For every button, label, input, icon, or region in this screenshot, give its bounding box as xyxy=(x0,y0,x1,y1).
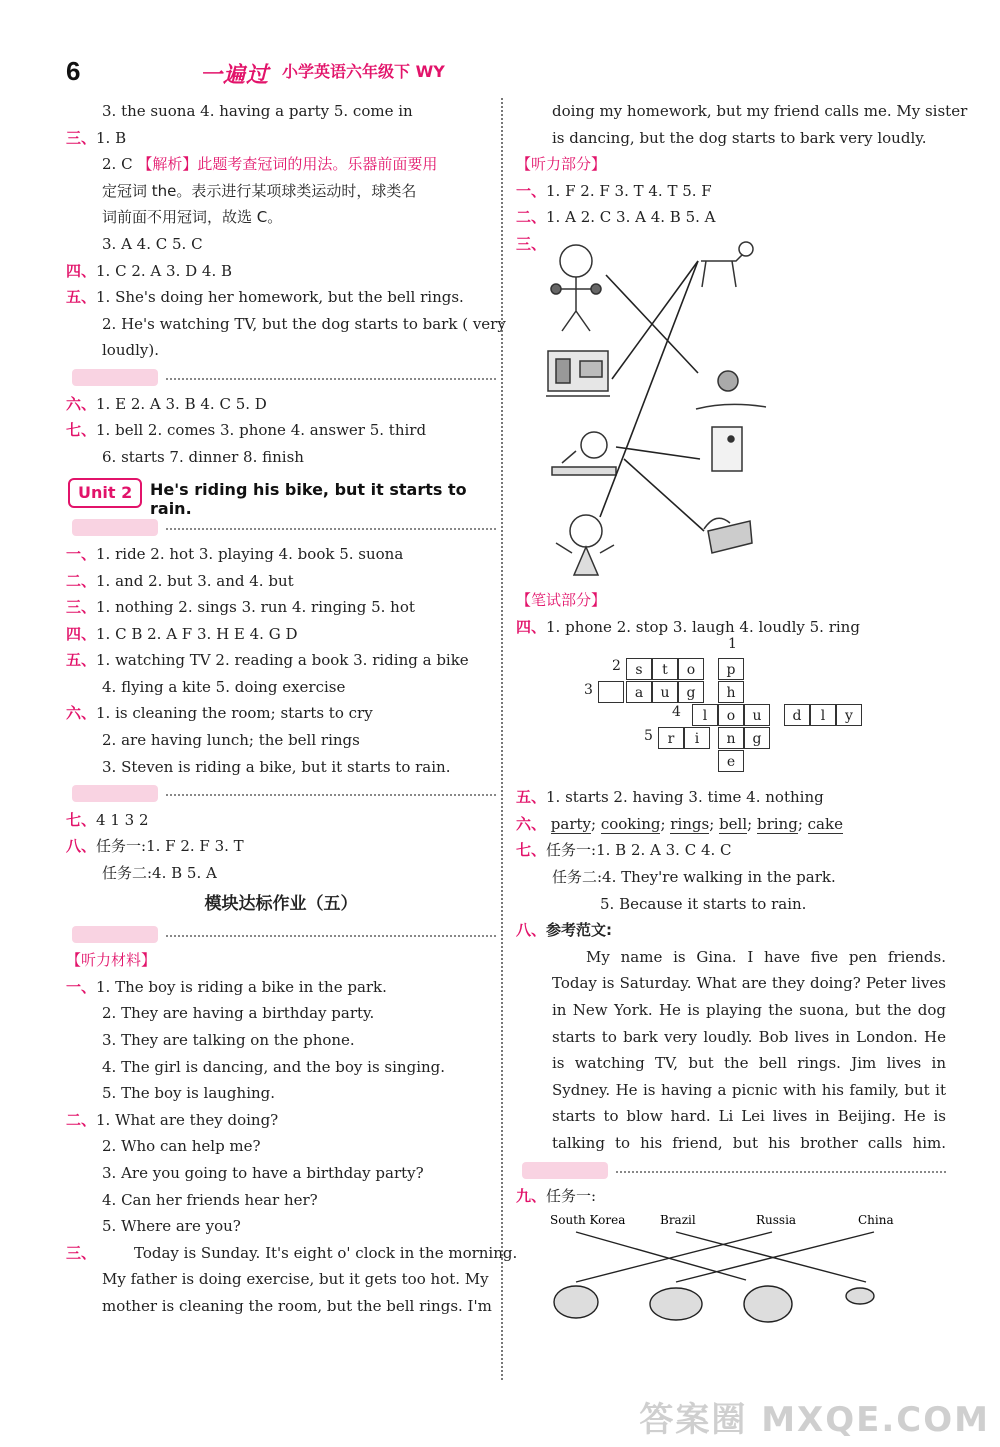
section-marker: 三、 xyxy=(66,128,97,147)
answer-text: 1. is cleaning the room; starts to cry xyxy=(96,704,373,723)
section-marker: 二、 xyxy=(516,208,547,227)
section-marker: 二、 xyxy=(66,571,97,590)
crossword-number: 5 xyxy=(644,728,653,745)
answer-text: 1. E 2. A 3. B 4. C 5. D xyxy=(96,394,267,413)
answer-line: doing my homework, but my friend calls me. My sister xyxy=(552,102,968,120)
answer-line xyxy=(516,204,946,231)
answer-text: 4 1 3 2 xyxy=(96,810,149,829)
analysis-line: 定冠词 the。表示进行某项球类运动时，球类名 xyxy=(102,181,417,200)
section-separator xyxy=(66,921,496,948)
right-column xyxy=(516,98,968,1330)
girl-homework-picture xyxy=(552,432,616,475)
crossword-cell: p xyxy=(718,658,744,680)
crossword-number: 4 xyxy=(672,704,681,721)
answer-line: 5. The boy is laughing. xyxy=(102,1084,276,1103)
answer-line: 3. They are talking on the phone. xyxy=(102,1031,355,1049)
answer-line xyxy=(66,284,496,311)
crossword-cell: r xyxy=(658,727,684,749)
answer-line xyxy=(66,568,496,595)
section-separator xyxy=(66,514,496,541)
answer-line xyxy=(66,151,496,178)
section-marker: 四、 xyxy=(516,617,547,636)
section-marker: 三、 xyxy=(66,598,97,617)
food-picture xyxy=(650,1288,702,1320)
answer-line xyxy=(66,417,496,444)
answer-line: 4. The girl is dancing, and the boy is singing. xyxy=(102,1057,446,1076)
match-line xyxy=(612,261,698,379)
answer-text: 1. watching TV 2. reading a book 3. riding a bike xyxy=(96,651,469,670)
section-tag: 【笔试部分】 xyxy=(516,590,607,609)
answer-line xyxy=(66,700,496,727)
answer-line xyxy=(66,974,496,1001)
crossword-cell: o xyxy=(718,704,744,726)
crossword-cell: s xyxy=(626,658,652,680)
answer-text: 1. She's doing her homework, but the bell rings. xyxy=(96,288,464,307)
section-marker: 七、 xyxy=(516,841,547,860)
answer-text: 1. C 2. A 3. D 4. B xyxy=(96,261,232,280)
boy-exercising-picture xyxy=(551,245,601,331)
answer-line xyxy=(66,594,496,621)
answer-text: 1. starts 2. having 3. time 4. nothing xyxy=(546,788,824,807)
unit-badge: Unit 2 xyxy=(68,478,142,508)
country-label: Russia xyxy=(756,1212,797,1227)
answer-line xyxy=(66,1240,518,1267)
section-separator xyxy=(66,364,496,391)
section-tag: 【听力材料】 xyxy=(66,951,157,970)
section-marker: 五、 xyxy=(66,288,97,307)
answer-text: 1. F 2. F 3. T 4. T 5. F xyxy=(546,181,712,200)
section-marker: 五、 xyxy=(516,788,547,807)
answer-text: Today is Sunday. It's eight o' clock in the morning. xyxy=(134,1243,518,1262)
page-number: 6 xyxy=(66,56,81,86)
food-picture xyxy=(744,1286,792,1322)
column-divider xyxy=(501,98,503,1380)
food-picture xyxy=(554,1286,598,1318)
answer-line: is dancing, but the dog starts to bark very loudly. xyxy=(552,128,927,147)
answer-text: 1. nothing 2. sings 3. run 4. ringing 5. hot xyxy=(96,598,415,617)
analysis-line: 词前面不用冠词，故选 C。 xyxy=(102,208,283,227)
underlined-word: cake xyxy=(807,814,843,833)
analysis-text: 【解析】此题考查冠词的用法。乐器前面要用 xyxy=(137,155,438,174)
answer-line xyxy=(516,837,946,864)
crossword-number: 2 xyxy=(612,658,621,675)
crossword-cell: l xyxy=(692,704,718,726)
section-marker: 八、 xyxy=(66,837,97,856)
section-marker: 一、 xyxy=(66,977,97,996)
telephone-picture xyxy=(704,518,752,553)
underlined-word: bring xyxy=(756,814,798,833)
answer-text: 1. A 2. C 3. A 4. B 5. A xyxy=(546,208,716,227)
crossword-cell: t xyxy=(652,658,678,680)
answer-line: 5. Where are you? xyxy=(102,1217,241,1236)
section-separator xyxy=(66,780,496,807)
left-column xyxy=(66,98,518,1320)
answer-line: loudly). xyxy=(102,341,159,360)
answer-text: 2. C xyxy=(102,155,138,174)
classroom-picture xyxy=(546,351,610,396)
section-marker: 七、 xyxy=(66,421,97,440)
match-line xyxy=(600,261,698,517)
crossword-cell: g xyxy=(744,727,770,749)
section-marker: 四、 xyxy=(66,261,97,280)
answer-line: 3. Are you going to have a birthday party? xyxy=(102,1163,424,1182)
answer-line xyxy=(66,807,496,834)
underlined-word: cooking xyxy=(600,814,661,833)
crossword-cell: u xyxy=(744,704,770,726)
country-label: South Korea xyxy=(550,1212,626,1227)
answer-line xyxy=(66,125,496,152)
answer-text: 1. C B 2. A F 3. H E 4. G D xyxy=(96,624,298,643)
section-marker: 六、 xyxy=(66,704,97,723)
section-marker: 一、 xyxy=(516,181,547,200)
answer-text: 参考范文: xyxy=(546,921,613,940)
answer-line xyxy=(66,621,496,648)
crossword-cell: l xyxy=(810,704,836,726)
sun-picture xyxy=(696,371,766,409)
section-marker: 二、 xyxy=(66,1110,97,1129)
answer-line xyxy=(66,833,496,860)
answer-line xyxy=(516,784,946,811)
watermark: 答案圈 MXQE.COM xyxy=(639,1400,990,1440)
answer-text: 任务一:1. F 2. F 3. T xyxy=(96,837,244,856)
doorbell-picture xyxy=(712,427,742,471)
country-food-figure xyxy=(516,1210,946,1330)
answer-line: 2. are having lunch; the bell rings xyxy=(102,731,360,750)
underlined-word: rings xyxy=(670,814,710,833)
answer-line: 4. Can her friends hear her? xyxy=(102,1190,318,1209)
crossword-cell: n xyxy=(718,727,744,749)
answer-line: 3. the suona 4. having a party 5. come in xyxy=(102,102,413,120)
section-marker: 八、 xyxy=(516,921,547,940)
match-lines xyxy=(600,261,704,531)
section-tag: 【听力部分】 xyxy=(516,155,607,174)
page-header xyxy=(0,0,1000,90)
section-marker: 三、 xyxy=(516,234,547,253)
crossword-cell: g xyxy=(678,681,704,703)
crossword-cell: i xyxy=(684,727,710,749)
answer-line xyxy=(66,647,496,674)
unit-heading xyxy=(66,470,496,519)
answer-line: mother is cleaning the room, but the bell rings. I'm xyxy=(102,1296,492,1315)
section-marker: 五、 xyxy=(66,651,97,670)
section-separator xyxy=(516,1157,946,1184)
answer-text: 1. ride 2. hot 3. playing 4. book 5. suona xyxy=(96,544,404,563)
answer-text: 1. The boy is riding a bike in the park. xyxy=(96,977,387,996)
match-line xyxy=(616,447,700,459)
answer-line xyxy=(516,917,946,944)
answer-line xyxy=(66,391,496,418)
country-label: China xyxy=(858,1212,894,1227)
answer-text: 任务一:1. B 2. A 3. C 4. C xyxy=(546,841,732,860)
answer-line: 3. Steven is riding a bike, but it starts to rain. xyxy=(102,757,451,776)
answer-line xyxy=(66,258,496,285)
answer-text: 任务一: xyxy=(546,1187,597,1206)
section-marker: 三、 xyxy=(66,1243,97,1262)
answer-line: 任务二:4. B 5. A xyxy=(102,864,217,883)
book-subtitle: 小学英语六年级下 WY xyxy=(282,62,445,81)
answer-line: 6. starts 7. dinner 8. finish xyxy=(102,447,304,466)
answer-text: 1. and 2. but 3. and 4. but xyxy=(96,571,294,590)
answer-text: 1. B xyxy=(96,128,127,147)
food-picture xyxy=(846,1288,874,1304)
country-food-illustration xyxy=(516,1210,936,1330)
answer-line: 2. He's watching TV, but the dog starts to bark ( very xyxy=(102,314,506,333)
answer-text: 1. phone 2. stop 3. laugh 4. loudly 5. ring xyxy=(546,617,860,636)
crossword-number: 3 xyxy=(584,682,593,699)
section-marker: 九、 xyxy=(516,1187,547,1206)
answer-text: 1. What are they doing? xyxy=(96,1110,279,1129)
dog-picture xyxy=(701,242,753,287)
unit-title: He's riding his bike, but it starts to rain. xyxy=(150,480,467,519)
answer-line: 3. A 4. C 5. C xyxy=(102,234,203,253)
underlined-word: party xyxy=(550,814,592,833)
match-lines xyxy=(576,1232,874,1282)
underlined-word: bell xyxy=(719,814,748,833)
crossword-cell xyxy=(598,681,624,703)
answer-line: My father is doing exercise, but it gets too hot. My xyxy=(102,1270,489,1289)
matching-figure xyxy=(516,231,946,587)
answer-line: 5. Because it starts to rain. xyxy=(600,894,807,913)
crossword-cell: e xyxy=(718,750,744,772)
crossword-number: 1 xyxy=(728,636,737,653)
section-marker: 六、 xyxy=(516,814,547,833)
country-label: Brazil xyxy=(660,1212,696,1227)
crossword-cell: u xyxy=(652,681,678,703)
match-line xyxy=(624,459,704,531)
answer-line xyxy=(66,541,496,568)
answer-line xyxy=(516,178,946,205)
crossword-grid xyxy=(516,636,946,771)
answer-line xyxy=(66,1107,496,1134)
answer-line xyxy=(516,1183,946,1210)
model-essay: My name is Gina. I have five pen friends. Today is Saturday. What are they doing? Peter lives in New York. He is playing the suona, but the dog starts to bark very loudly. Bob lives in London. He is watching TV, but the bell rings. Jim lives in Sydney. He is having a picnic with his family, but it starts to blow hard. Li Lei lives in Beijing. He is talking to his friend, but his brother calls him. xyxy=(552,947,946,1152)
answer-line: 2. They are having a birthday party. xyxy=(102,1004,375,1023)
section-marker: 七、 xyxy=(66,810,97,829)
match-line xyxy=(576,1232,772,1282)
crossword-cell: d xyxy=(784,704,810,726)
answer-line: 任务二:4. They're walking in the park. xyxy=(552,867,836,886)
crossword-cell: y xyxy=(836,704,862,726)
matching-illustration xyxy=(516,231,936,587)
answer-line: 4. flying a kite 5. doing exercise xyxy=(102,677,346,696)
section-marker: 一、 xyxy=(66,544,97,563)
answer-line: 2. Who can help me? xyxy=(102,1137,261,1156)
answer-text: 1. bell 2. comes 3. phone 4. answer 5. third xyxy=(96,421,427,440)
answer-line: 六、 party; cooking; rings; bell; bring; cake xyxy=(516,814,843,833)
match-line xyxy=(576,1232,746,1280)
crossword-cell: h xyxy=(718,681,744,703)
crossword-cell: o xyxy=(678,658,704,680)
section-marker: 四、 xyxy=(66,624,97,643)
brand-logo: 一遍过 xyxy=(200,63,270,88)
crossword-cell: a xyxy=(626,681,652,703)
module-title: 模块达标作业（五） xyxy=(204,893,358,914)
section-marker: 六、 xyxy=(66,394,97,413)
girl-dancing-picture xyxy=(556,515,614,575)
